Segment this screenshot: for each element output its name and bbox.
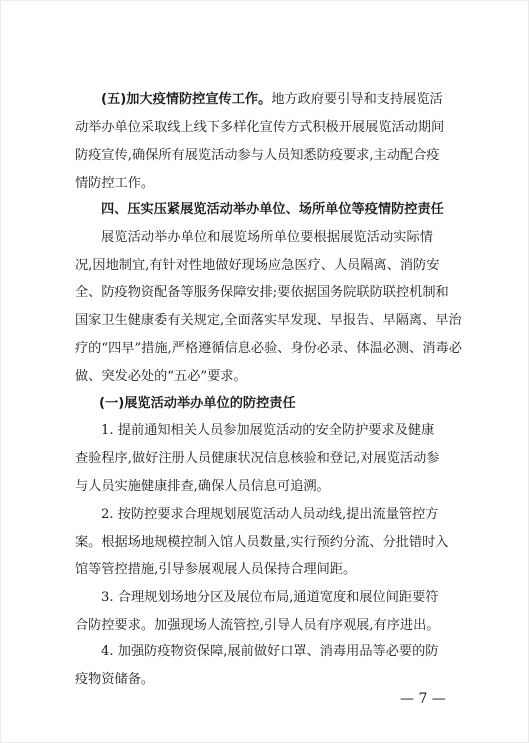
page-number: — 7 — bbox=[400, 691, 446, 707]
item-1-line-1: 1. 提前通知相关人员参加展览活动的安全防护要求及健康 bbox=[101, 423, 435, 438]
paragraph-5-line-2: 动举办单位采取线上线下多样化宣传方式积极开展展览活动期间 bbox=[75, 120, 445, 135]
paragraph-5-line-3: 防疫宣传,确保所有展览活动参与人员知悉防疫要求,主动配合疫 bbox=[75, 148, 440, 163]
section-4-paragraph-line-1: 展览活动举办单位和展览场所单位要根据展览活动实际情 bbox=[101, 230, 433, 245]
paragraph-5-heading: (五)加大疫情防控宣传工作。 bbox=[101, 92, 272, 107]
item-2-line-2: 案。根据场地规模控制入馆人员数量,实行预约分流、分批错时入 bbox=[75, 535, 449, 550]
item-3-line-1: 3. 合理规划场地分区及展位布局,通道宽度和展位间距要符 bbox=[101, 590, 439, 605]
paragraph-5-line-1 bbox=[101, 91, 443, 109]
item-2-line-1: 2. 按防控要求合理规划展览活动人员动线,提出流量管控方 bbox=[101, 507, 439, 522]
paragraph-5-text: 地方政府要引导和支持展览活 bbox=[271, 92, 443, 107]
item-1-line-2: 查验程序,做好注册人员健康状况信息核验和登记,对展览活动参 bbox=[75, 451, 440, 466]
section-4-heading: 四、压实压紧展览活动举办单位、场所单位等疫情防控责任 bbox=[101, 202, 444, 217]
item-3-line-2: 合防控要求。加强现场人流管控,引导人员有序观展,有序进出。 bbox=[75, 618, 440, 633]
section-4-paragraph-line-2: 况,因地制宜,有针对性地做好现场应急医疗、人员隔离、消防安 bbox=[75, 258, 440, 273]
section-4-paragraph-line-6: 做、突发必处的“五必”要求。 bbox=[75, 369, 247, 384]
section-4-paragraph-line-3: 全、防疫物资配备等服务保障安排;要依据国务院联防联控机制和 bbox=[75, 285, 449, 300]
paragraph-5-line-4: 情防控工作。 bbox=[75, 176, 155, 191]
item-2-line-3: 馆等管控措施,引导参展观展人员保持合理间距。 bbox=[75, 562, 357, 577]
item-1-line-3: 与人员实施健康排查,确保人员信息可追溯。 bbox=[75, 479, 330, 494]
section-4-paragraph-line-5: 疗的“四早”措施,严格遵循信息必验、身份必录、体温必测、消毒必 bbox=[75, 341, 462, 356]
item-4-line-1: 4. 加强防疫物资保障,展前做好口罩、消毒用品等必要的防 bbox=[101, 644, 439, 659]
subsection-1-heading: (一)展览活动举办单位的防控责任 bbox=[99, 396, 296, 411]
item-4-line-2: 疫物资储备。 bbox=[75, 672, 155, 687]
section-4-paragraph-line-4: 国家卫生健康委有关规定,全面落实早发现、早报告、早隔离、早治 bbox=[75, 313, 462, 328]
